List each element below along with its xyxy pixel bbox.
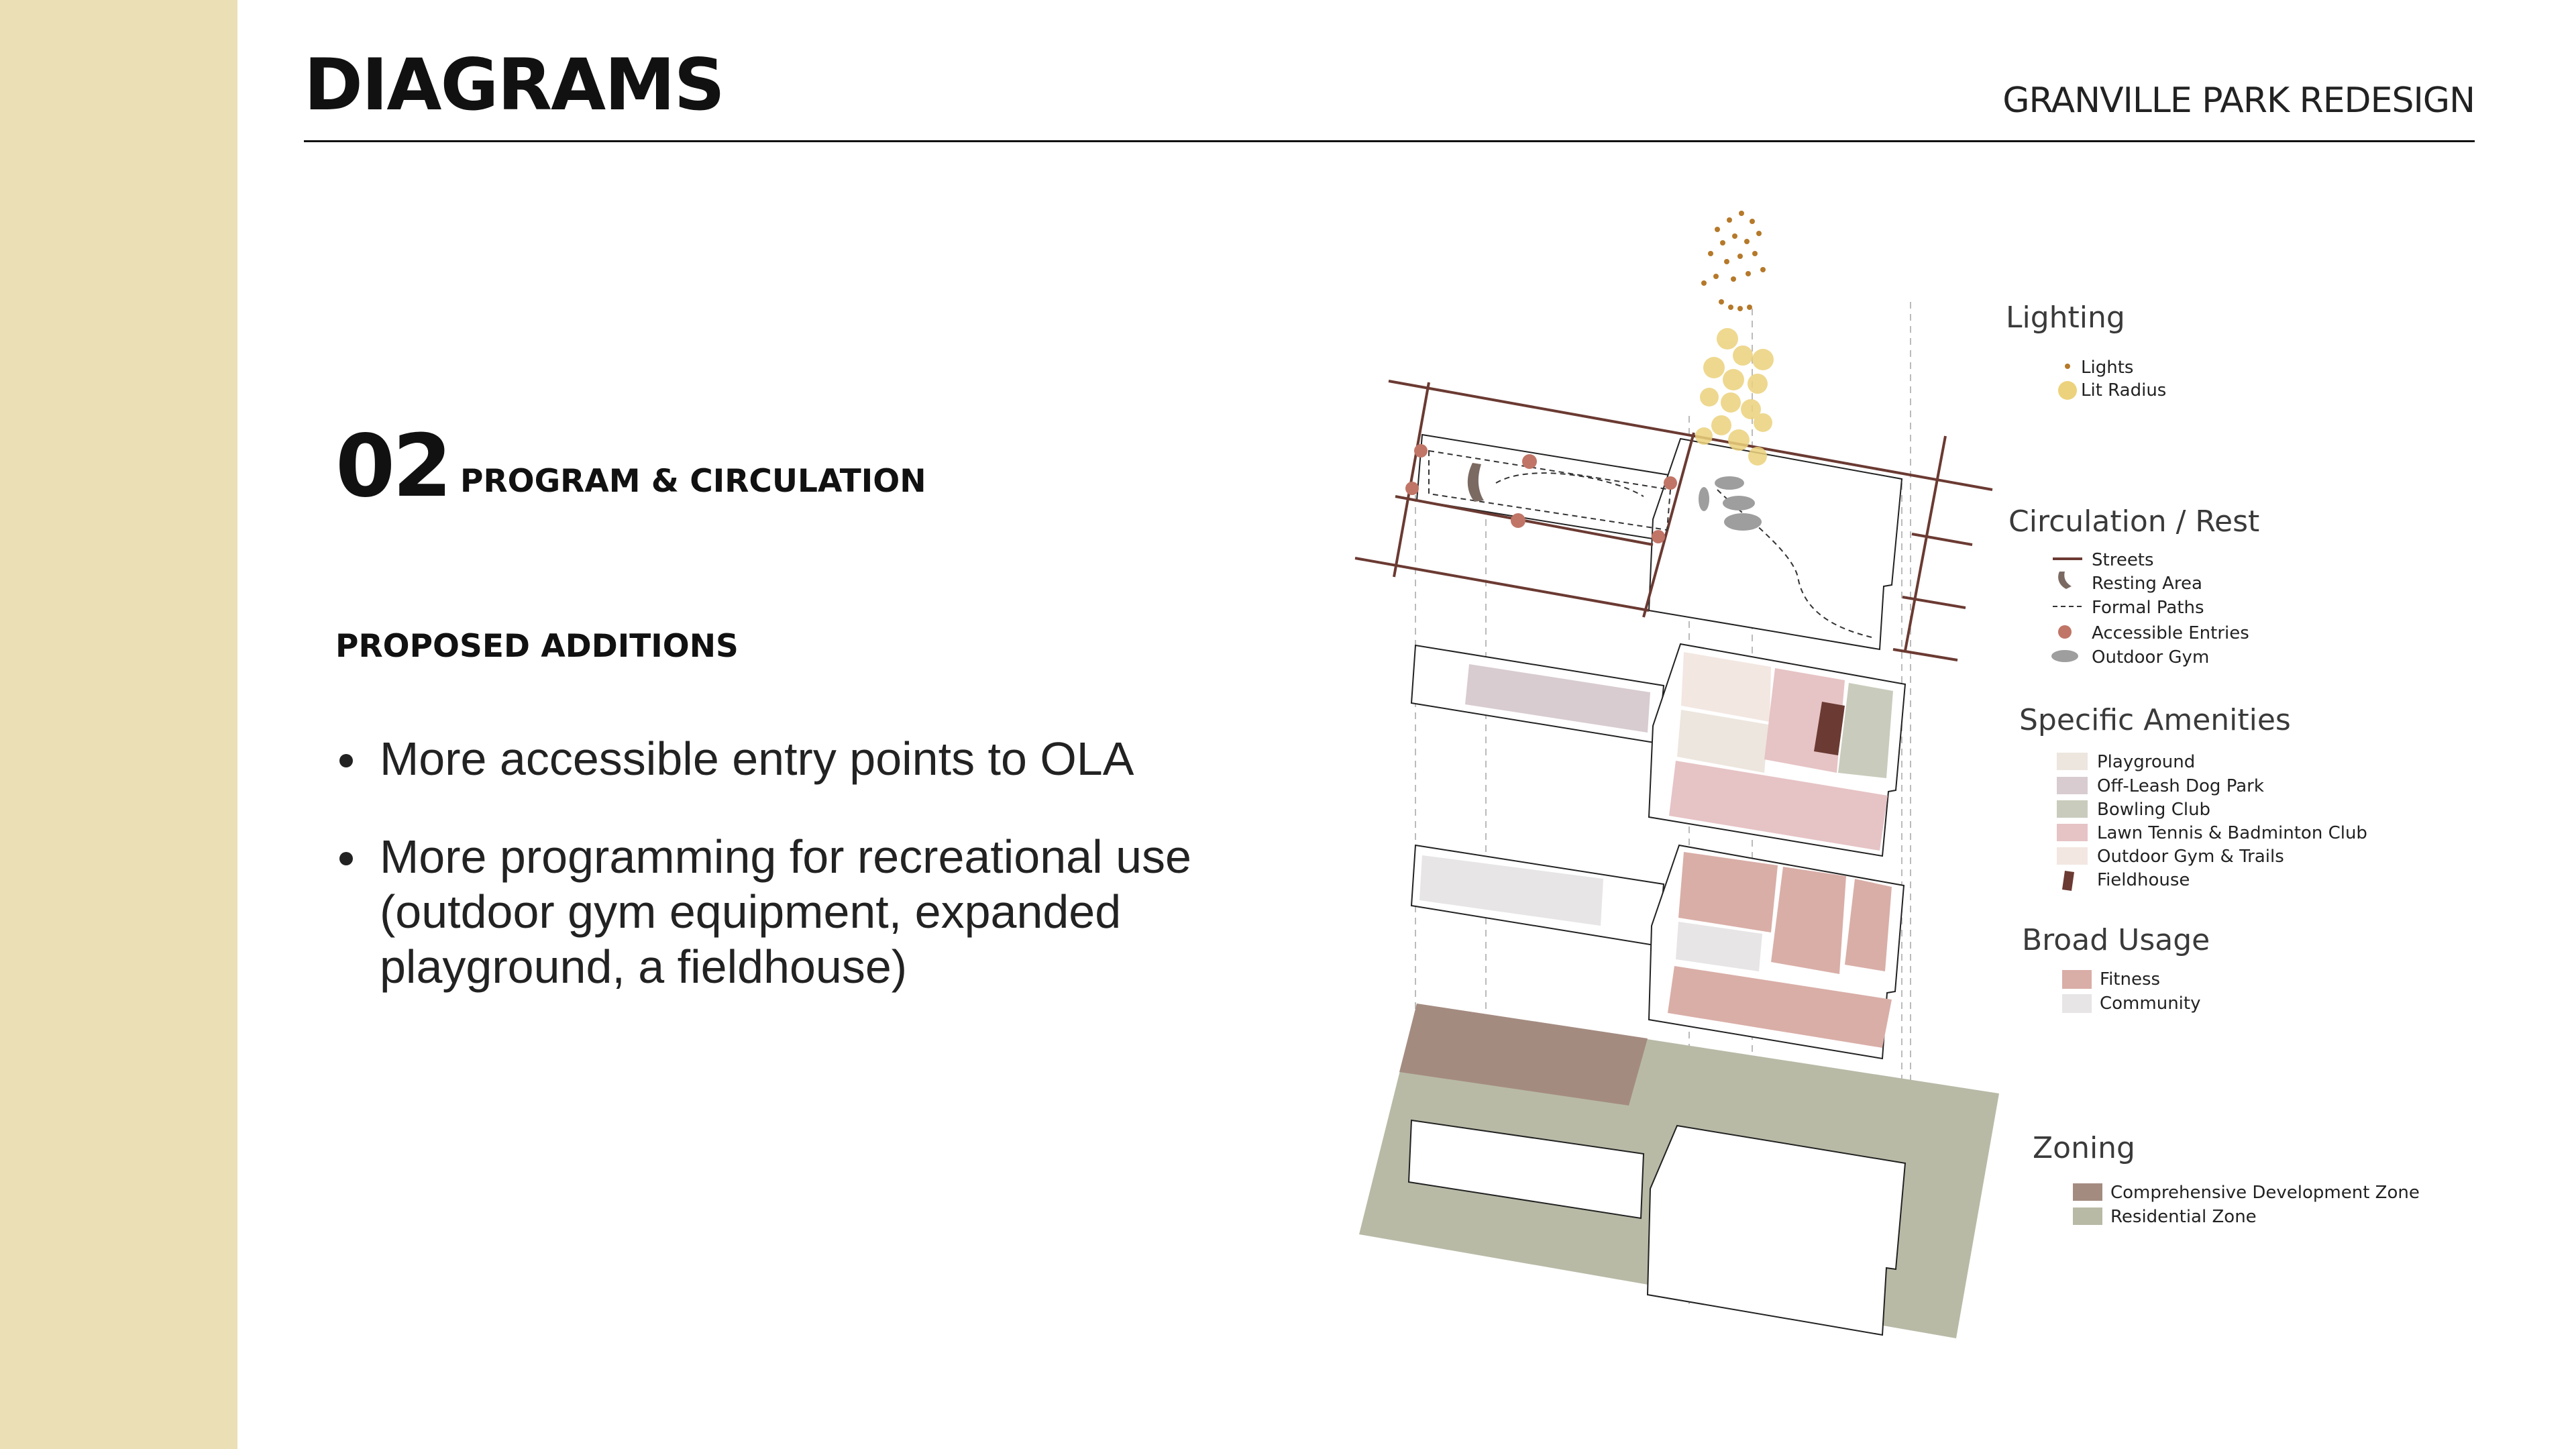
legend-usage [2022, 923, 2210, 1014]
bullet-item [335, 731, 1275, 786]
legend-item-accessible-entries: Accessible Entries [2092, 623, 2249, 643]
legend-item-residential-zone: Residential Zone [2110, 1207, 2257, 1227]
legend-title-usage: Broad Usage [2022, 923, 2210, 957]
subheading: PROPOSED ADDITIONS [335, 628, 739, 665]
project-title: GRANVILLE PARK REDESIGN [2002, 80, 2475, 121]
bowling-swatch [2057, 800, 2088, 818]
exploded-axonometric-diagram [1328, 201, 2469, 1382]
tennis-swatch [2057, 824, 2088, 841]
lights [1701, 211, 1766, 311]
bullet-item [335, 829, 1275, 994]
accessible-entries-swatch [2058, 625, 2072, 639]
header-rule [304, 140, 2475, 142]
legend-item-bowling: Bowling Club [2097, 800, 2211, 820]
legend-item-cd-zone: Comprehensive Development Zone [2110, 1183, 2420, 1203]
legend-item-playground: Playground [2097, 752, 2196, 772]
gym-trails-swatch [2057, 847, 2088, 865]
page-title: DIAGRAMS [304, 44, 724, 126]
legend-zoning [2033, 1131, 2420, 1227]
legend-title-amenities: Specific Amenities [2019, 703, 2291, 737]
legend-item-outdoor-gym: Outdoor Gym [2092, 647, 2210, 667]
legend-item-tennis: Lawn Tennis & Badminton Club [2097, 823, 2367, 843]
resting-area-swatch [2058, 572, 2072, 589]
legend-title-circulation: Circulation / Rest [2008, 504, 2260, 539]
legend-item-formal-paths: Formal Paths [2092, 598, 2204, 618]
lit-radius-swatch [2058, 381, 2077, 400]
legend-amenities [2019, 703, 2367, 891]
fitness-area-2 [1771, 867, 1846, 974]
legend-title-zoning: Zoning [2033, 1131, 2135, 1165]
playground-swatch [2057, 753, 2088, 770]
fitness-swatch [2062, 970, 2092, 989]
legend-item-lit-radius: Lit Radius [2081, 380, 2167, 400]
legend-item-streets: Streets [2092, 550, 2154, 570]
legend-item-gym-trails: Outdoor Gym & Trails [2097, 847, 2284, 867]
circulation-layer [1355, 211, 1992, 660]
bullet-dot [339, 754, 353, 767]
zoning-layer [1359, 1004, 1999, 1338]
bullet-text: More accessible entry points to OLA [380, 733, 1134, 785]
sidebar-band [0, 0, 237, 1449]
section-title: PROGRAM & CIRCULATION [460, 463, 926, 500]
legend-lighting [2006, 301, 2166, 400]
legend-item-fitness: Fitness [2100, 969, 2161, 989]
zone-site-right [1648, 1126, 1905, 1335]
bullet-text: More programming for recreational use (outdoor gym equipment, expanded playground, a fieldhouse) [380, 830, 1191, 993]
fieldhouse-swatch [2062, 871, 2074, 891]
legend-item-community: Community [2100, 994, 2201, 1014]
legend-circulation [2008, 504, 2259, 667]
bullet-dot [339, 852, 353, 865]
section-number: 02 [335, 417, 450, 517]
residential-zone-swatch [2073, 1208, 2102, 1225]
legend-item-resting-area: Resting Area [2092, 574, 2202, 594]
community-swatch [2062, 994, 2092, 1013]
cd-zone-swatch [2073, 1183, 2102, 1201]
legend-item-lights: Lights [2081, 358, 2134, 378]
lights-swatch [2065, 364, 2070, 369]
outdoor-gym-swatch [2051, 650, 2078, 662]
bullet-list [335, 731, 1275, 1037]
legend-title-lighting: Lighting [2006, 301, 2125, 335]
legend-item-fieldhouse: Fieldhouse [2097, 870, 2190, 890]
dog-park-swatch [2057, 777, 2088, 794]
legend-item-dog-park: Off-Leash Dog Park [2097, 776, 2264, 796]
